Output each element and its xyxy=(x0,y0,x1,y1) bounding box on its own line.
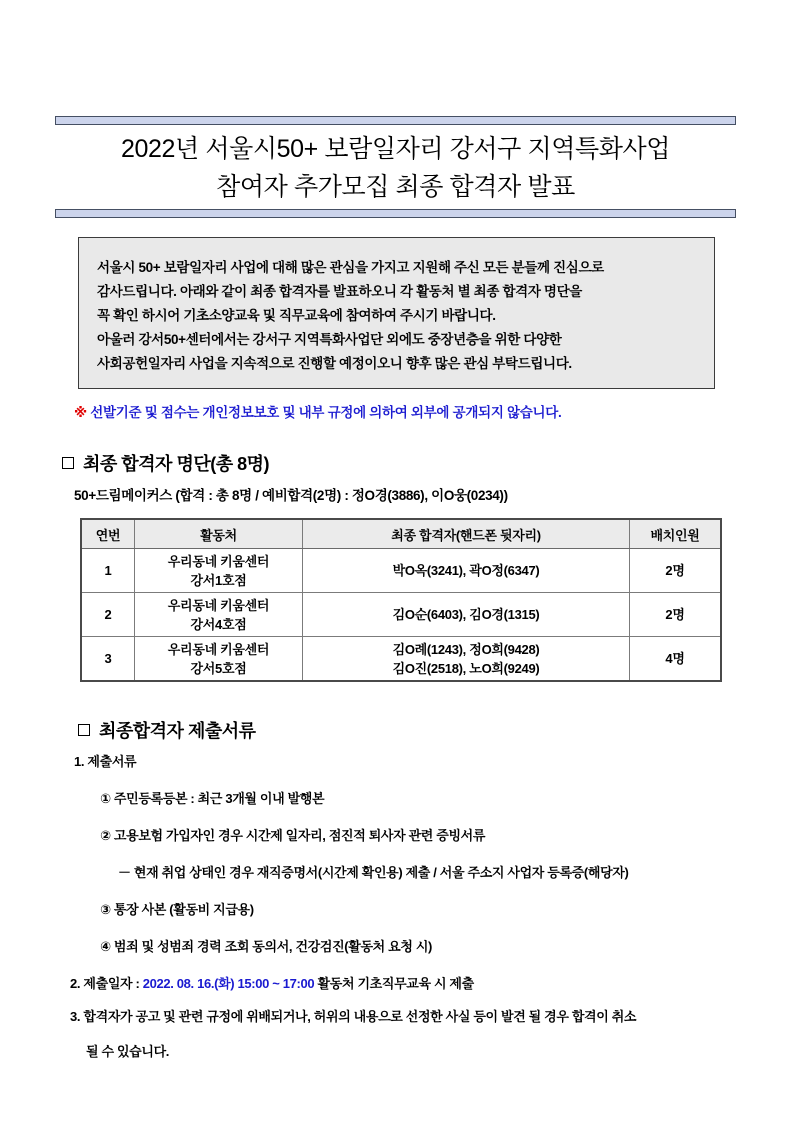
table-header-no: 연번 xyxy=(81,519,135,549)
section2-heading-text: 최종합격자 제출서류 xyxy=(99,721,256,741)
cell-site-line1: 우리동네 키움센터 xyxy=(167,553,270,569)
section-heading-documents xyxy=(78,717,256,743)
cell-no: 2 xyxy=(81,593,135,637)
cell-passers xyxy=(303,637,630,682)
cell-site-line2: 강서5호점 xyxy=(190,660,247,676)
table-header-site: 활동처 xyxy=(135,519,303,549)
title-bottom-rule xyxy=(55,209,736,218)
submission-date-suffix: 활동처 기초직무교육 시 제출 xyxy=(314,976,474,991)
intro-line: 아울러 강서50+센터에서는 강서구 지역특화사업단 외에도 중장년층을 위한 다양한 xyxy=(97,332,562,347)
section1-heading-text: 최종 합격자 명단(총 8명) xyxy=(83,454,269,474)
cell-count: 4명 xyxy=(630,637,722,682)
list-item: － 현재 취업 상태인 경우 재직증명서(시간제 확인용) 제출 / 서울 주소지 사업자 등록증(해당자) xyxy=(118,865,629,880)
cell-site-line2: 강서1호점 xyxy=(190,572,247,588)
square-bullet-icon xyxy=(78,724,90,736)
cell-passers: 박O옥(3241), 곽O정(6347) xyxy=(303,549,630,593)
title-top-rule xyxy=(55,116,736,125)
cell-site-line1: 우리동네 키움센터 xyxy=(167,641,270,657)
section1-subline: 50+드림메이커스 (합격 : 총 8명 / 예비합격(2명) : 정O경(3886), 이O웅(0234)) xyxy=(74,488,508,503)
intro-box xyxy=(78,237,715,389)
cell-count: 2명 xyxy=(630,593,722,637)
list-item: ② 고용보험 가입자인 경우 시간제 일자리, 점진적 퇴사자 관련 증빙서류 xyxy=(100,828,486,843)
asterisk-icon: ※ xyxy=(74,405,87,420)
table-header-row xyxy=(81,519,721,549)
intro-line: 감사드립니다. 아래와 같이 최종 합격자를 발표하오니 각 활동처 별 최종 합격자 명단을 xyxy=(97,284,582,299)
cell-site xyxy=(135,637,303,682)
cell-no: 1 xyxy=(81,549,135,593)
cell-passers: 김O순(6403), 김O경(1315) xyxy=(303,593,630,637)
list-item-cancellation-notice: 3. 합격자가 공고 및 관련 규정에 위배되거나, 허위의 내용으로 선정한 사실 등이 발견 될 경우 합격이 취소 xyxy=(70,1009,637,1024)
cell-no: 3 xyxy=(81,637,135,682)
privacy-notice-text: 선발기준 및 점수는 개인정보보호 및 내부 규정에 의하여 외부에 공개되지 않습니다. xyxy=(90,405,562,420)
cell-site xyxy=(135,593,303,637)
list-item: ④ 범죄 및 성범죄 경력 조회 동의서, 건강검진(활동처 요청 시) xyxy=(100,939,433,954)
cell-passers-line1: 김O례(1243), 정O희(9428) xyxy=(392,641,540,657)
table-header-count: 배치인원 xyxy=(630,519,722,549)
list-item-submission-date xyxy=(70,974,766,993)
cell-site-line2: 강서4호점 xyxy=(190,616,247,632)
cell-passers-line2: 김O진(2518), 노O희(9249) xyxy=(392,660,540,676)
documents-list xyxy=(66,752,766,1061)
final-passers-table xyxy=(80,518,722,682)
table-header-passers: 최종 합격자(핸드폰 뒷자리) xyxy=(303,519,630,549)
list-item-documents-label: 1. 제출서류 xyxy=(74,754,137,769)
table-row xyxy=(81,637,721,682)
submission-date-prefix: 2. 제출일자 : xyxy=(70,976,143,991)
list-item: ③ 통장 사본 (활동비 지급용) xyxy=(100,902,254,917)
section-heading-final-list xyxy=(62,450,269,476)
cell-count: 2명 xyxy=(630,549,722,593)
cell-site-line1: 우리동네 키움센터 xyxy=(167,597,270,613)
intro-line: 사회공헌일자리 사업을 지속적으로 진행할 예정이오니 향후 많은 관심 부탁드립니다. xyxy=(97,356,572,371)
list-item: ① 주민등록등본 : 최근 3개월 이내 발행본 xyxy=(100,791,325,806)
table-row xyxy=(81,549,721,593)
title-line-1: 2022년 서울시50+ 보람일자리 강서구 지역특화사업 xyxy=(121,135,670,163)
table-row xyxy=(81,593,721,637)
submission-date-value: 2022. 08. 16.(화) 15:00 ~ 17:00 xyxy=(142,976,315,991)
intro-line: 꼭 확인 하시어 기초소양교육 및 직무교육에 참여하여 주시기 바랍니다. xyxy=(97,308,496,323)
list-item-cancellation-notice-cont: 될 수 있습니다. xyxy=(86,1044,170,1059)
intro-line: 서울시 50+ 보람일자리 사업에 대해 많은 관심을 가지고 지원해 주신 모든 분들께 진심으로 xyxy=(97,260,604,275)
cell-site xyxy=(135,549,303,593)
privacy-notice xyxy=(74,401,561,421)
square-bullet-icon xyxy=(62,457,74,469)
title-line-2: 참여자 추가모집 최종 합격자 발표 xyxy=(216,173,575,201)
page-title xyxy=(55,130,736,206)
